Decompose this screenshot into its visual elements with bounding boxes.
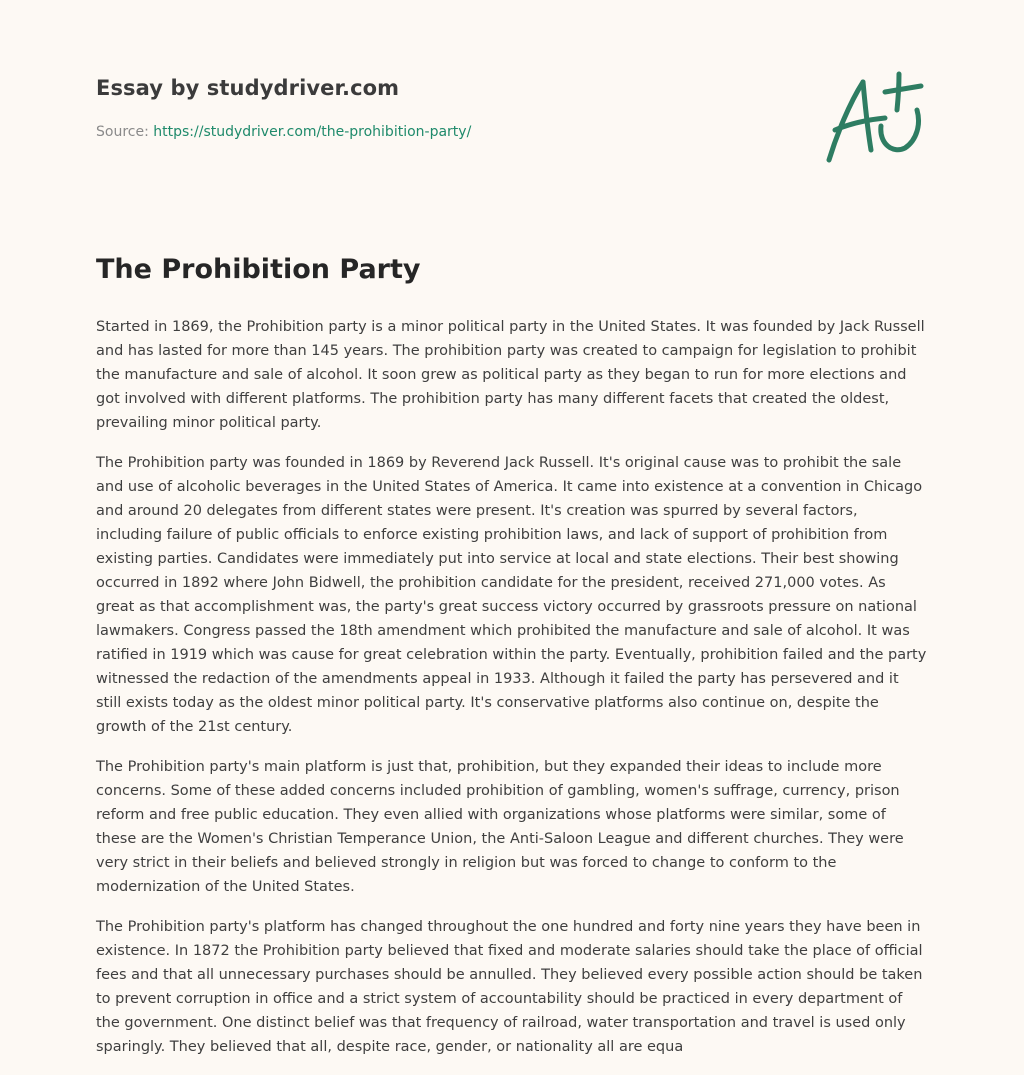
- source-link[interactable]: https://studydriver.com/the-prohibition-party/: [153, 124, 472, 140]
- essay-paragraph: The Prohibition party's main platform is just that, prohibition, but they expanded their ideas to include more concerns. Some of these added concerns included prohibition of gambling, women's suffrage, currency, prison reform and free public education. They even allied with organizations whose platforms were similar, some of these are the Women's Christian Temperance Union, the Anti-Saloon League and different churches. They were very strict in their beliefs and believed strongly in religion but was forced to change to conform to the modernization of the United States.: [96, 759, 904, 895]
- essay-title: The Prohibition Party: [96, 254, 421, 285]
- essay-paragraph: Started in 1869, the Prohibition party is a minor political party in the United States. It was founded by Jack Russell and has lasted for more than 145 years. The prohibition party was created to campaign for legislation to prohibit the manufacture and sale of alcohol. It soon grew as political party as they began to run for more elections and got involved with different platforms. The prohibition party has many different facets that created the oldest, prevailing minor political party.: [96, 319, 925, 431]
- essay-paragraph: The Prohibition party was founded in 1869 by Reverend Jack Russell. It's original cause was to prohibit the sale and use of alcoholic beverages in the United States of America. It came into existence at a convention in Chicago and around 20 delegates from different states were present. It's creation was spurred by several factors, including failure of public officials to enforce existing prohibition laws, and lack of support of prohibition from existing parties. Candidates were immediately put into service at local and state elections. Their best showing occurred in 1892 where John Bidwell, the prohibition candidate for the president, received 271,000 votes. As great as that accomplishment was, the party's great success victory occurred by grassroots pressure on national lawmakers. Congress passed the 18th amendment which prohibited the manufacture and sale of alcohol. It was ratified in 1919 which was cause for great celebration within the party. Eventually, prohibition failed and the party witnessed the redaction of the amendments appeal in 1933. Although it failed the party has persevered and it still exists today as the oldest minor political party. It's conservative platforms also continue on, despite the growth of the 21st century.: [96, 455, 927, 735]
- a-plus-logo-icon: [819, 64, 929, 168]
- site-brand: Essay by studydriver.com: [96, 76, 400, 100]
- essay-body: [96, 315, 928, 1075]
- source-line: [96, 124, 471, 140]
- essay-paragraph: The Prohibition party's platform has changed throughout the one hundred and forty nine years they have been in existence. In 1872 the Prohibition party believed that fixed and moderate salaries should take the place of official fees and that all unnecessary purchases should be annulled. They believed every possible action should be taken to prevent corruption in office and a strict system of accountability should be practiced in every department of the government. One distinct belief was that frequency of railroad, water transportation and travel is used only sparingly. They believed that all, despite race, gender, or nationality all are equa: [96, 919, 923, 1055]
- source-label: Source:: [96, 124, 154, 140]
